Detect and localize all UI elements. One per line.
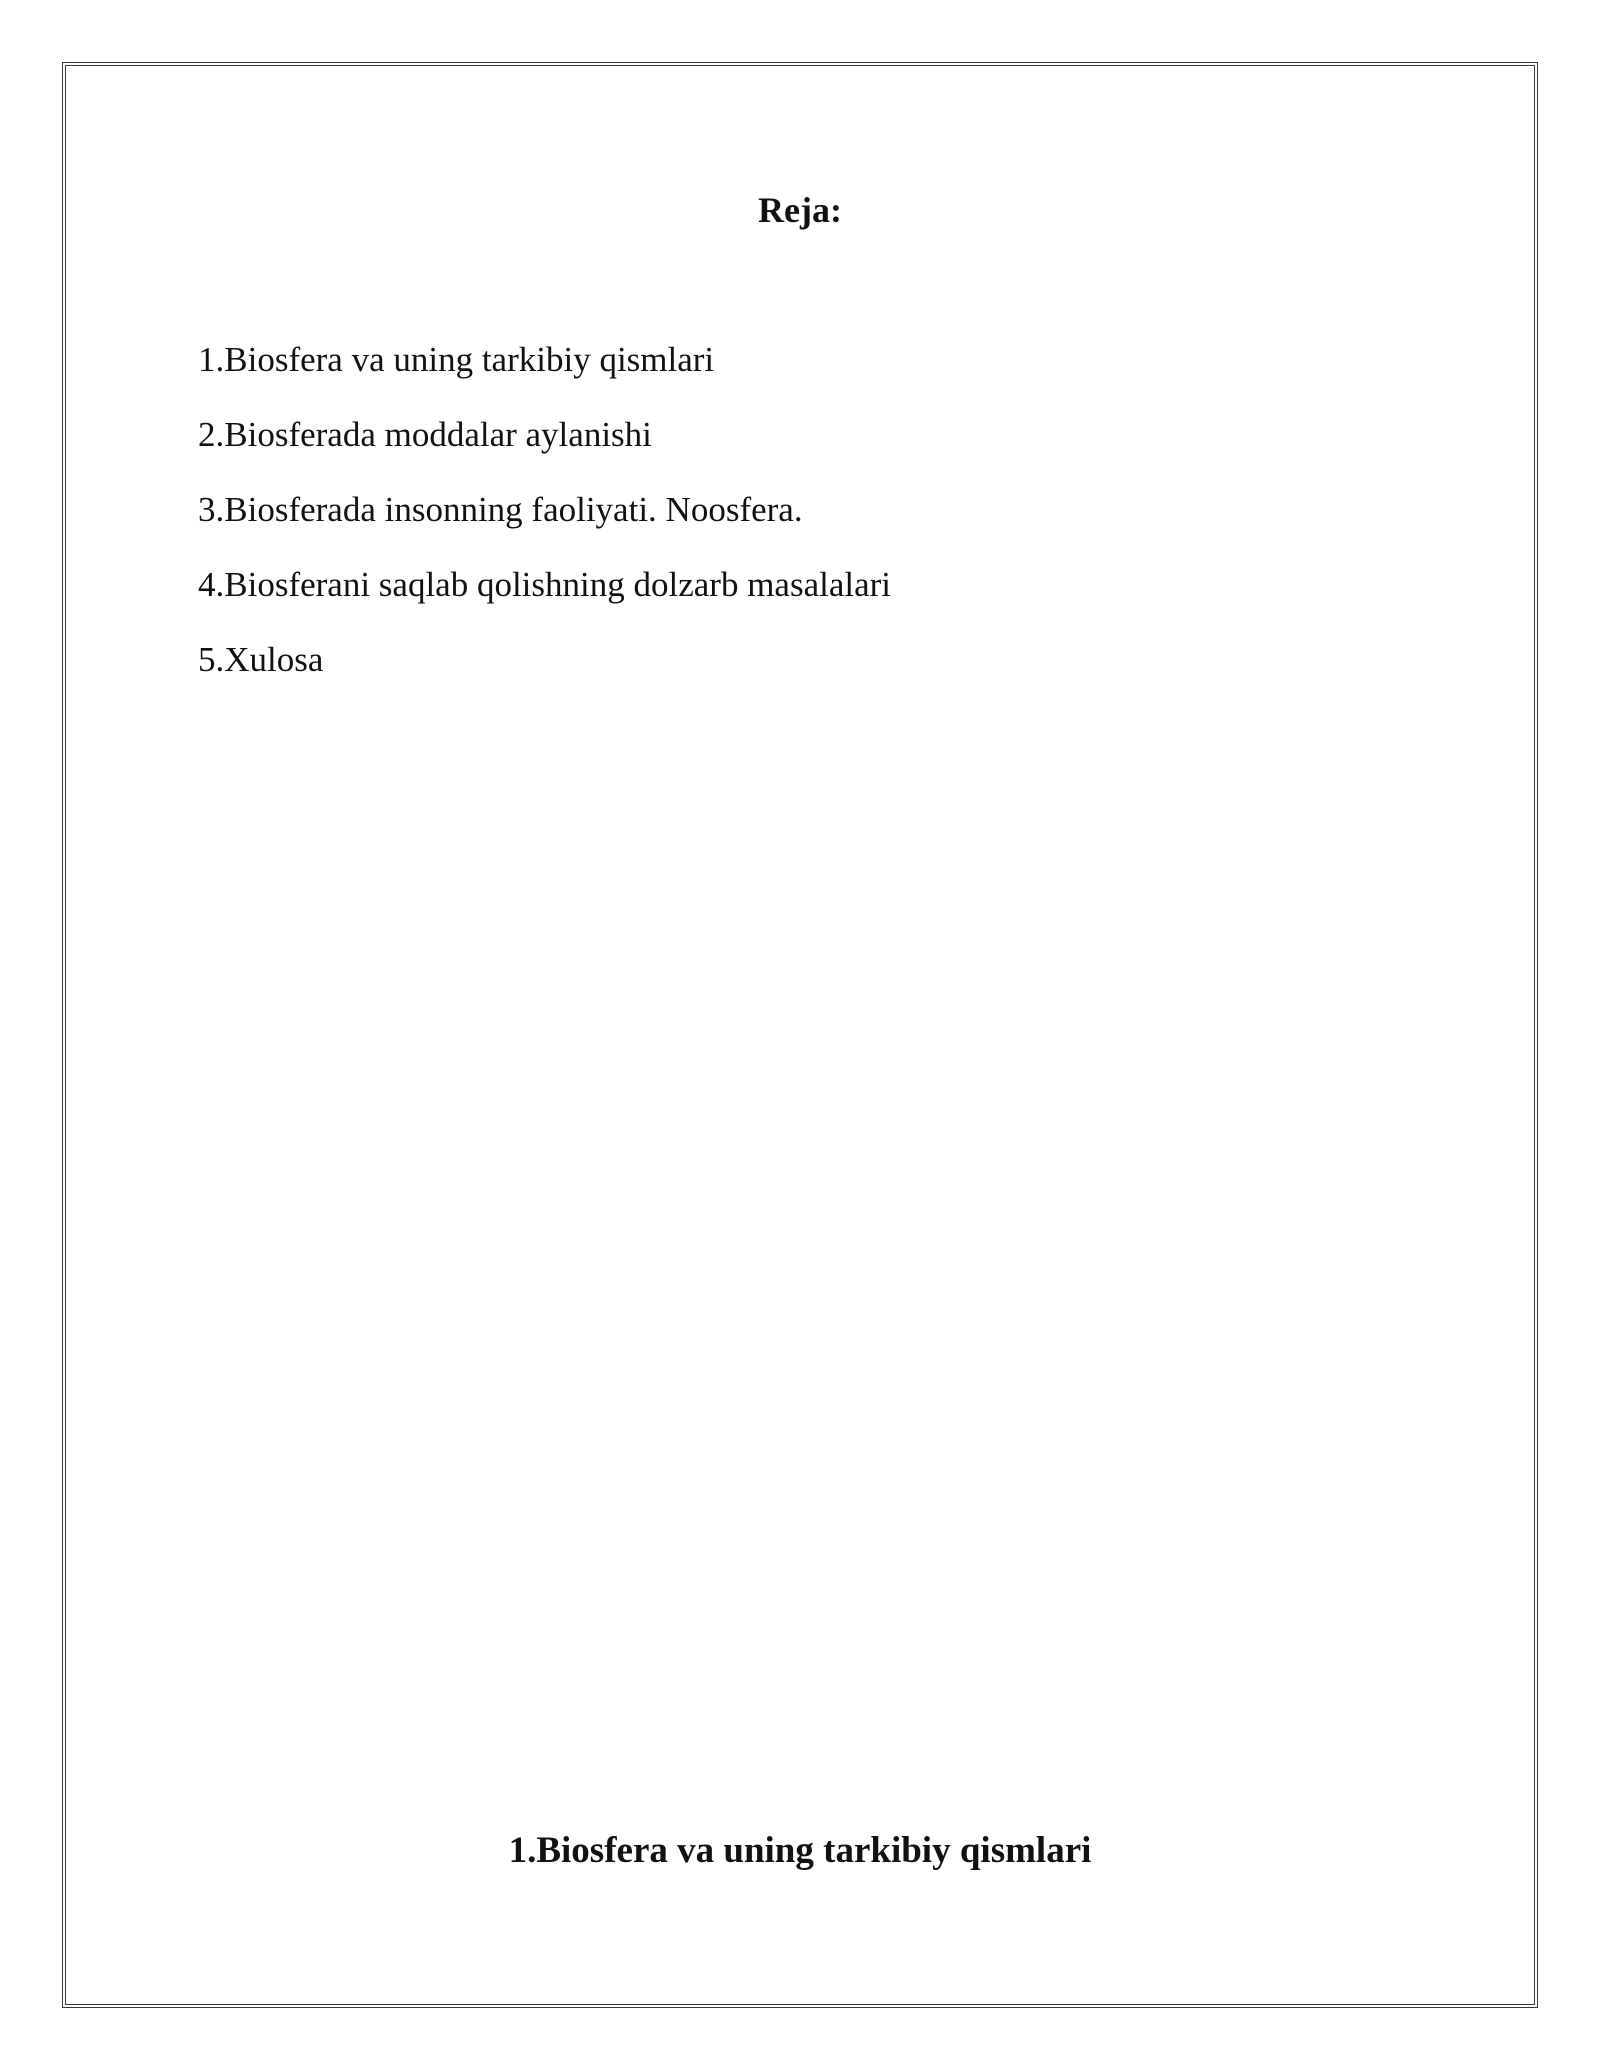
plan-title: Reja: <box>758 190 842 230</box>
plan-item-3: 3.Biosferada insonning faoliyati. Noosfera. <box>198 490 803 529</box>
plan-item-5: 5.Xulosa <box>198 640 324 679</box>
plan-item-2: 2.Biosferada moddalar aylanishi <box>198 415 652 454</box>
plan-list <box>198 336 891 711</box>
plan-item-4: 4.Biosferani saqlab qolishning dolzarb masalalari <box>198 565 892 604</box>
section-heading: 1.Biosfera va uning tarkibiy qismlari <box>508 1830 1092 1871</box>
plan-item-1: 1.Biosfera va uning tarkibiy qismlari <box>198 340 715 379</box>
